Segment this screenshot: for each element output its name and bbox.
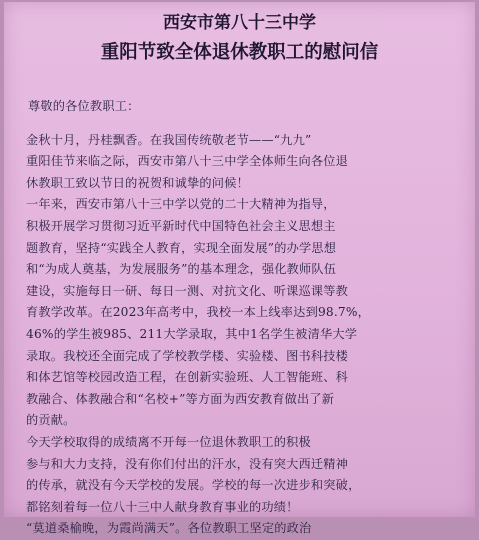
text-line: 的传承，就没有今天学校的发展。学校的每一次进步和突破，	[26, 478, 361, 493]
text-line: 教融合、体教融合和“名校+”等方面为西安教育做出了新	[26, 391, 335, 406]
letter-sheet	[4, 2, 475, 536]
paragraph-2	[26, 194, 466, 432]
text-line: 46%的学生被985、211大学录取，其中1名学生被清华大学	[26, 326, 358, 341]
text-line: 的贡献。	[26, 413, 76, 428]
salutation: 尊敬的各位教职工：	[28, 99, 140, 113]
paragraph-3	[26, 432, 466, 518]
text-line: 和“为成人奠基，为发展服务”的基本理念，强化教师队伍	[26, 262, 337, 277]
text-line: 都铭刻着每一位八十三中人献身教育事业的功绩！	[26, 499, 299, 514]
spacer	[26, 118, 466, 130]
text-line: “莫道桑榆晚，为霞尚满天”。各位教职工坚定的政治	[26, 521, 312, 536]
text-line: 录取。我校还全面完成了学校教学楼、实验楼、图书科技楼	[26, 348, 349, 363]
paragraph-1	[26, 130, 466, 195]
text-line: 一年来，西安市第八十三中学以党的二十大精神为指导，	[26, 197, 336, 212]
letter-body	[26, 96, 466, 540]
text-line: 金秋十月，丹桂飘香。在我国传统敬老节——“九九”	[26, 132, 312, 147]
text-line: 和体艺馆等校园改造工程，在创新实验班、人工智能班、科	[26, 370, 349, 385]
paragraph-4	[26, 518, 466, 540]
text-line: 休教职工致以节日的祝贺和诚挚的问候！	[26, 175, 249, 190]
text-line: 育教学改革。在2023年高考中，我校一本上线率达到98.7%，	[26, 305, 371, 320]
text-line: 题教育，坚持“实践全人教育，实现全面发展”的办学思想	[26, 240, 337, 255]
text-line: 参与和大力支持，没有你们付出的汗水，没有突大西迁精神	[26, 456, 349, 471]
letter-title: 重阳节致全体退休教职工的慰问信	[100, 42, 379, 63]
text-line: 重阳佳节来临之际，西安市第八十三中学全体师生向各位退	[26, 154, 349, 169]
text-line: 建设，实施每日一研、每日一测、对抗文化、听课巡课等教	[26, 283, 349, 298]
school-title: 西安市第八十三中学	[163, 13, 316, 33]
text-line: 积极开展学习贯彻习近平新时代中国特色社会主义思想主	[26, 218, 336, 233]
text-line: 今天学校取得的成绩离不开每一位退休教职工的积极	[26, 434, 311, 449]
